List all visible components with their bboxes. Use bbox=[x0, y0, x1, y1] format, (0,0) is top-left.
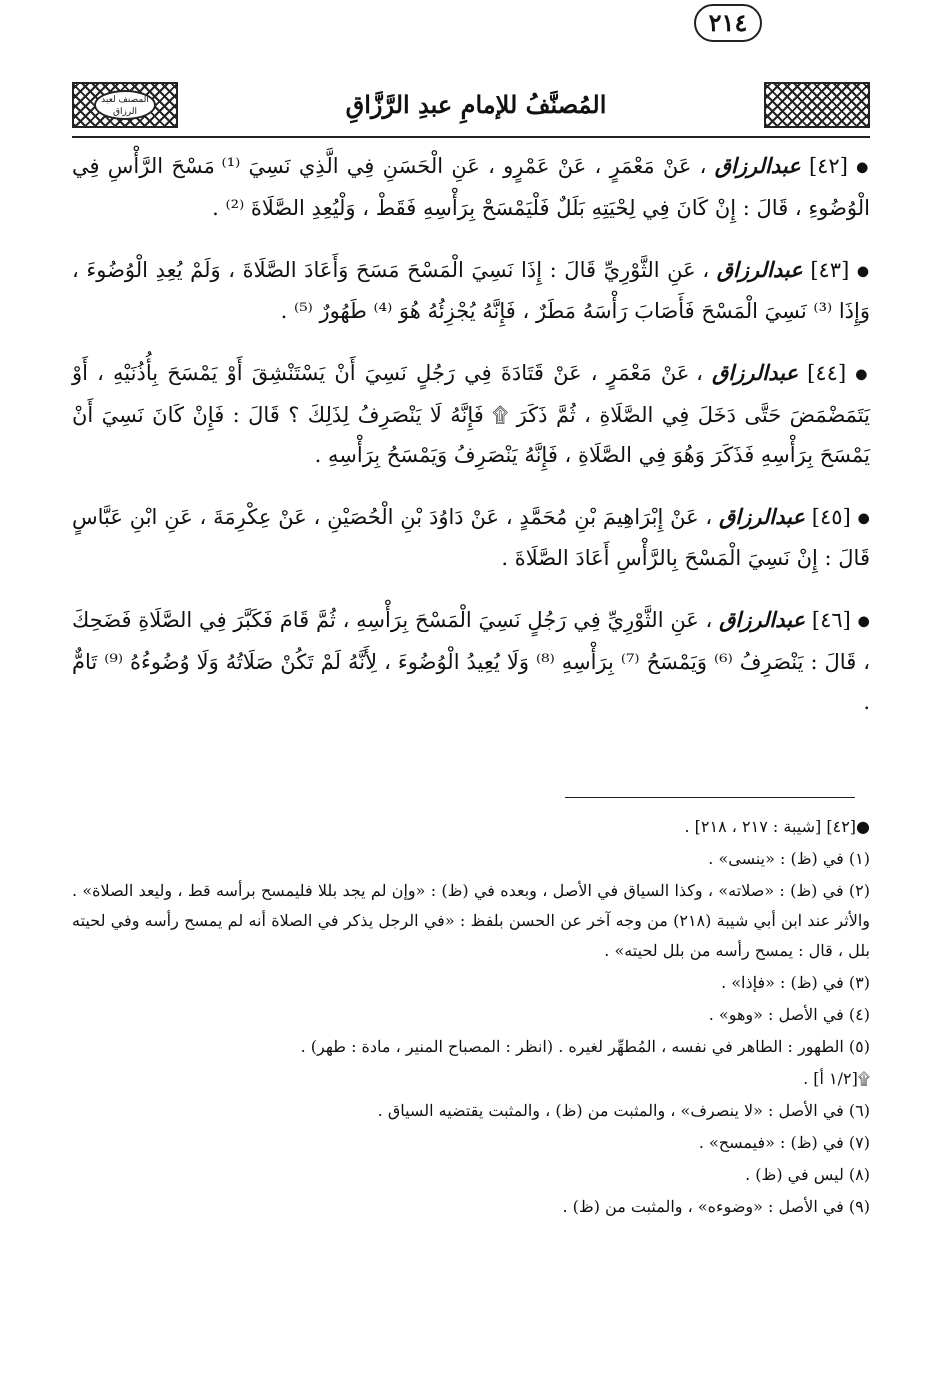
page-header bbox=[72, 82, 870, 128]
hadith-paragraph: ● [٤٤] عبدالرزاق ، عَنْ مَعْمَرٍ ، عَنْ قَتَادَةَ فِي رَجُلٍ نَسِيَ أَنْ يَسْتَنْشِقَ أَوْ يَمْسَحَ بِأُذُنَيْهِ ، أَوْ يَتَمَضْمَضَ حَتَّى دَخَلَ فِي الصَّلَاةِ ، ثُمَّ ذَكَرَ ۩ فَإِنَّهُ لَا يَنْصَرِفُ لِذَلِكَ ؟ قَالَ : فَإِنْ كَانَ نَسِيَ أَنْ يَمْسَحَ بِرَأْسِهِ فَذَكَرَ وَهُوَ فِي الصَّلَاةِ ، فَإِنَّهُ يَنْصَرِفُ وَيَمْسَحُ بِرَأْسِهِ . bbox=[72, 360, 870, 467]
footnote: (٤) في الأصل : «وهو» . bbox=[708, 1005, 870, 1024]
footnote-divider bbox=[565, 797, 855, 798]
footnote: ●[٤٢] [شيبة : ٢١٧ ، ٢١٨] . bbox=[684, 817, 870, 836]
footnote: (٢) في (ظ) : «صلاته» ، وكذا السياق في الأصل ، وبعده في (ظ) : «وإن لم يجد بللا فليمسح برأسه قط ، وليعد الصلاة» . والأثر عند ابن أبي شيبة (٢١٨) من وجه آخر عن الحسن بلفظ : «في الرجل يذكر في الصلاة أنه لم يمسح رأسه وفي لحيته بلل ، قال : يمسح رأسه من بلل لحيته» . bbox=[72, 881, 871, 960]
footnote: (٣) في (ظ) : «فإذا» . bbox=[721, 973, 870, 992]
footnotes bbox=[72, 812, 870, 1224]
header-rule bbox=[72, 136, 870, 138]
footnote: (٦) في الأصل : «لا ينصرف» ، والمثبت من (ظ) ، والمثبت يقتضيه السياق . bbox=[377, 1101, 870, 1120]
header-ornament-right bbox=[764, 82, 870, 128]
footnote: (٨) ليس في (ظ) . bbox=[745, 1165, 870, 1184]
hadith-paragraph: ● [٤٣] عبدالرزاق ، عَنِ الثَّوْرِيِّ قَالَ : إِذَا نَسِيَ الْمَسْحَ مَسَحَ وَأَعَادَ الصَّلَاةَ ، وَلَمْ يُعِدِ الْوُضُوءَ ، وَإِذَا ⁽³⁾ نَسِيَ الْمَسْحَ فَأَصَابَ رَأْسَهُ مَطَرٌ ، فَإِنَّهُ يُجْزِئُهُ هُوَ ⁽⁴⁾ طَهُورٌ ⁽⁵⁾ . bbox=[72, 256, 870, 323]
page-number: ٢١٤ bbox=[694, 4, 762, 42]
main-text bbox=[72, 146, 870, 744]
hadith-paragraph: ● [٤٦] عبدالرزاق ، عَنِ الثَّوْرِيِّ فِي رَجُلٍ نَسِيَ الْمَسْحَ بِرَأْسِهِ ، ثُمَّ قَامَ فَكَبَّرَ فِي الصَّلَاةِ فَضَحِكَ ، قَالَ : يَنْصَرِفُ ⁽⁶⁾ وَيَمْسَحُ ⁽⁷⁾ بِرَأْسِهِ ⁽⁸⁾ وَلَا يُعِيدُ الْوُضُوءَ ، لِأَنَّهُ لَمْ تَكُنْ صَلَاتُهُ وَلَا وُضُوءُهُ ⁽⁹⁾ تَامٌّ . bbox=[72, 607, 871, 714]
footnote: ۩[١/٢ أ] . bbox=[803, 1069, 870, 1088]
footnote: (٩) في الأصل : «وضوءه» ، والمثبت من (ظ) . bbox=[562, 1197, 870, 1216]
book-seal: المصنف لعبد الرزاق bbox=[94, 90, 156, 120]
hadith-paragraph: ● [٤٥] عبدالرزاق ، عَنْ إِبْرَاهِيمَ بْنِ مُحَمَّدٍ ، عَنْ دَاوُدَ بْنِ الْحُصَيْنِ ، عَنْ عِكْرِمَةَ ، عَنِ ابْنِ عَبَّاسٍ قَالَ : إِنْ نَسِيَ الْمَسْحَ بِالرَّأْسِ أَعَادَ الصَّلَاةَ . bbox=[72, 503, 870, 570]
running-title: المُصنَّفُ للإمامِ عبدِ الرَّزَّاقِ bbox=[345, 90, 607, 119]
footnote: (٥) الطهور : الطاهر في نفسه ، المُطهِّر لغيره . (انظر : المصباح المنير ، مادة : طهر) . bbox=[300, 1037, 870, 1056]
footnote: (١) في (ظ) : «ينسى» . bbox=[708, 849, 870, 868]
footnote: (٧) في (ظ) : «فيمسح» . bbox=[698, 1133, 870, 1152]
header-ornament-left bbox=[72, 82, 178, 128]
hadith-paragraph: ● [٤٢] عبدالرزاق ، عَنْ مَعْمَرٍ ، عَنْ عَمْرٍو ، عَنِ الْحَسَنِ فِي الَّذِي نَسِيَ ⁽¹⁾ مَسْحَ الرَّأْسِ فِي الْوُضُوءِ ، قَالَ : إِنْ كَانَ فِي لِحْيَتِهِ بَلَلٌ فَلْيَمْسَحْ بِرَأْسِهِ فَقَطْ ، وَلْيُعِدِ الصَّلَاةَ ⁽²⁾ . bbox=[72, 153, 870, 220]
